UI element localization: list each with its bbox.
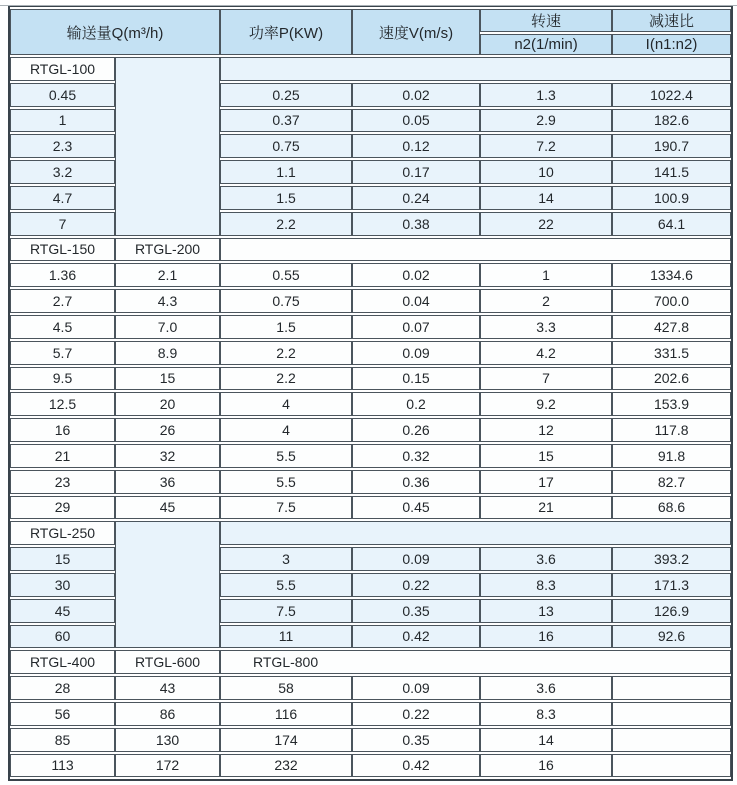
power-cell: 4	[220, 392, 352, 416]
flow-q1-cell: 1	[10, 109, 115, 133]
rotation-speed-cell: 21	[480, 496, 612, 520]
top-horizontal-rule	[0, 5, 737, 6]
reduction-ratio-cell: 1022.4	[612, 83, 731, 107]
header-reduction-ratio: 减速比	[612, 9, 731, 32]
rotation-speed-cell: 2.9	[480, 109, 612, 133]
speed-cell: 0.38	[352, 212, 480, 236]
flow-q2-cell: 43	[115, 676, 220, 700]
reduction-ratio-cell: 202.6	[612, 367, 731, 391]
rotation-speed-cell: 12	[480, 418, 612, 442]
flow-q1-cell: 56	[10, 702, 115, 726]
merged-empty-cell	[220, 57, 731, 81]
power-cell: 0.75	[220, 289, 352, 313]
reduction-ratio-cell: 68.6	[612, 496, 731, 520]
header-power: 功率P(KW)	[220, 9, 352, 55]
power-cell: 1.1	[220, 160, 352, 184]
rotation-speed-cell: 14	[480, 728, 612, 752]
speed-cell: 0.07	[352, 315, 480, 339]
speed-cell: 0.42	[352, 625, 480, 649]
reduction-ratio-cell	[612, 728, 731, 752]
section-header-row-rtgl-400-600-800	[10, 650, 731, 674]
flow-q1-cell: 23	[10, 470, 115, 494]
speed-cell: 0.32	[352, 444, 480, 468]
merged-empty-cell	[115, 57, 220, 236]
reduction-ratio-cell: 153.9	[612, 392, 731, 416]
flow-q1-cell: 0.45	[10, 83, 115, 107]
power-cell: 116	[220, 702, 352, 726]
flow-q1-cell: 2.7	[10, 289, 115, 313]
reduction-ratio-cell: 331.5	[612, 341, 731, 365]
reduction-ratio-cell: 700.0	[612, 289, 731, 313]
flow-q1-cell: 7	[10, 212, 115, 236]
reduction-ratio-cell: 100.9	[612, 186, 731, 210]
speed-cell: 0.15	[352, 367, 480, 391]
model-label-cell: RTGL-600	[115, 650, 220, 674]
reduction-ratio-cell: 190.7	[612, 134, 731, 158]
power-cell: 58	[220, 676, 352, 700]
flow-q1-cell: 5.7	[10, 341, 115, 365]
merged-empty-cell	[220, 238, 731, 262]
header-row-1	[10, 9, 731, 32]
speed-cell: 0.2	[352, 392, 480, 416]
power-cell: 5.5	[220, 444, 352, 468]
flow-q2-cell: 26	[115, 418, 220, 442]
model-label-cell: RTGL-400	[10, 650, 115, 674]
reduction-ratio-cell: 393.2	[612, 547, 731, 571]
speed-cell: 0.35	[352, 599, 480, 623]
rotation-speed-cell: 15	[480, 444, 612, 468]
model-label-cell: RTGL-250	[10, 521, 115, 545]
flow-q1-cell: 60	[10, 625, 115, 649]
rotation-speed-cell: 1.3	[480, 83, 612, 107]
flow-q2-cell: 15	[115, 367, 220, 391]
merged-empty-cell	[220, 521, 731, 545]
flow-q2-cell: 20	[115, 392, 220, 416]
power-cell: 0.75	[220, 134, 352, 158]
data-row	[10, 315, 731, 339]
reduction-ratio-cell: 117.8	[612, 418, 731, 442]
data-row	[10, 392, 731, 416]
data-row	[10, 444, 731, 468]
header-flow-rate: 输送量Q(m³/h)	[10, 9, 220, 55]
reduction-ratio-cell: 92.6	[612, 625, 731, 649]
reduction-ratio-cell	[612, 754, 731, 778]
speed-cell: 0.22	[352, 573, 480, 597]
flow-q1-cell: 15	[10, 547, 115, 571]
rotation-speed-cell: 3.6	[480, 676, 612, 700]
flow-q1-cell: 16	[10, 418, 115, 442]
speed-cell: 0.17	[352, 160, 480, 184]
rotation-speed-cell: 8.3	[480, 573, 612, 597]
speed-cell: 0.45	[352, 496, 480, 520]
data-row	[10, 676, 731, 700]
flow-q1-cell: 4.5	[10, 315, 115, 339]
reduction-ratio-cell	[612, 676, 731, 700]
power-cell: 0.37	[220, 109, 352, 133]
power-cell: 7.5	[220, 599, 352, 623]
power-cell: 1.5	[220, 315, 352, 339]
flow-q1-cell: 113	[10, 754, 115, 778]
data-row	[10, 263, 731, 287]
rotation-speed-cell: 7	[480, 367, 612, 391]
power-cell: 3	[220, 547, 352, 571]
flow-q1-cell: 3.2	[10, 160, 115, 184]
rotation-speed-cell: 16	[480, 754, 612, 778]
speed-cell: 0.26	[352, 418, 480, 442]
speed-cell: 0.42	[352, 754, 480, 778]
flow-q2-cell: 4.3	[115, 289, 220, 313]
rotation-speed-cell: 2	[480, 289, 612, 313]
section-header-row-rtgl-150-200	[10, 238, 731, 262]
rotation-speed-cell: 9.2	[480, 392, 612, 416]
speed-cell: 0.09	[352, 676, 480, 700]
data-row	[10, 470, 731, 494]
rotation-speed-cell: 1	[480, 263, 612, 287]
section-header-row-rtgl-100	[10, 57, 731, 81]
flow-q2-cell: 45	[115, 496, 220, 520]
header-reduction-ratio-unit: I(n1:n2)	[612, 34, 731, 55]
reduction-ratio-cell: 126.9	[612, 599, 731, 623]
model-label-cell-wide: RTGL-800	[220, 650, 731, 674]
power-cell: 5.5	[220, 470, 352, 494]
data-row	[10, 367, 731, 391]
rotation-speed-cell: 17	[480, 470, 612, 494]
power-cell: 0.25	[220, 83, 352, 107]
speed-cell: 0.12	[352, 134, 480, 158]
rotation-speed-cell: 22	[480, 212, 612, 236]
reduction-ratio-cell	[612, 702, 731, 726]
rotation-speed-cell: 14	[480, 186, 612, 210]
reduction-ratio-cell: 64.1	[612, 212, 731, 236]
section-header-row-rtgl-250	[10, 521, 731, 545]
power-cell: 0.55	[220, 263, 352, 287]
data-row	[10, 289, 731, 313]
flow-q1-cell: 28	[10, 676, 115, 700]
reduction-ratio-cell: 82.7	[612, 470, 731, 494]
power-cell: 1.5	[220, 186, 352, 210]
header-rotation-speed: 转速	[480, 9, 612, 32]
power-cell: 5.5	[220, 573, 352, 597]
speed-cell: 0.05	[352, 109, 480, 133]
data-row	[10, 418, 731, 442]
data-row	[10, 728, 731, 752]
speed-cell: 0.22	[352, 702, 480, 726]
reduction-ratio-cell: 182.6	[612, 109, 731, 133]
data-row	[10, 754, 731, 778]
rotation-speed-cell: 7.2	[480, 134, 612, 158]
table-body	[10, 57, 731, 777]
power-cell: 2.2	[220, 212, 352, 236]
speed-cell: 0.36	[352, 470, 480, 494]
rotation-speed-cell: 10	[480, 160, 612, 184]
reduction-ratio-cell: 141.5	[612, 160, 731, 184]
flow-q1-cell: 45	[10, 599, 115, 623]
model-label-cell: RTGL-100	[10, 57, 115, 81]
power-cell: 2.2	[220, 341, 352, 365]
flow-q2-cell: 36	[115, 470, 220, 494]
flow-q1-cell: 9.5	[10, 367, 115, 391]
speed-cell: 0.09	[352, 341, 480, 365]
rotation-speed-cell: 3.3	[480, 315, 612, 339]
rotation-speed-cell: 16	[480, 625, 612, 649]
flow-q2-cell: 8.9	[115, 341, 220, 365]
flow-q2-cell: 32	[115, 444, 220, 468]
flow-q1-cell: 30	[10, 573, 115, 597]
flow-q1-cell: 85	[10, 728, 115, 752]
data-row	[10, 341, 731, 365]
header-speed: 速度V(m/s)	[352, 9, 480, 55]
model-label-cell: RTGL-200	[115, 238, 220, 262]
power-cell: 7.5	[220, 496, 352, 520]
table-header	[10, 9, 731, 55]
reduction-ratio-cell: 1334.6	[612, 263, 731, 287]
power-cell: 4	[220, 418, 352, 442]
rotation-speed-cell: 13	[480, 599, 612, 623]
power-cell: 11	[220, 625, 352, 649]
speed-cell: 0.24	[352, 186, 480, 210]
reduction-ratio-cell: 171.3	[612, 573, 731, 597]
merged-empty-cell	[115, 521, 220, 648]
power-cell: 2.2	[220, 367, 352, 391]
data-row	[10, 496, 731, 520]
flow-q2-cell: 86	[115, 702, 220, 726]
flow-q1-cell: 2.3	[10, 134, 115, 158]
rotation-speed-cell: 3.6	[480, 547, 612, 571]
power-cell: 174	[220, 728, 352, 752]
flow-q2-cell: 2.1	[115, 263, 220, 287]
flow-q2-cell: 130	[115, 728, 220, 752]
speed-cell: 0.35	[352, 728, 480, 752]
speed-cell: 0.02	[352, 263, 480, 287]
flow-q1-cell: 21	[10, 444, 115, 468]
flow-q1-cell: 12.5	[10, 392, 115, 416]
flow-q1-cell: 29	[10, 496, 115, 520]
flow-q2-cell: 172	[115, 754, 220, 778]
data-row	[10, 702, 731, 726]
power-cell: 232	[220, 754, 352, 778]
flow-q1-cell: 1.36	[10, 263, 115, 287]
flow-q2-cell: 7.0	[115, 315, 220, 339]
header-rotation-speed-unit: n2(1/min)	[480, 34, 612, 55]
gear-pump-spec-table	[8, 5, 733, 781]
speed-cell: 0.09	[352, 547, 480, 571]
reduction-ratio-cell: 91.8	[612, 444, 731, 468]
flow-q1-cell: 4.7	[10, 186, 115, 210]
rotation-speed-cell: 4.2	[480, 341, 612, 365]
speed-cell: 0.02	[352, 83, 480, 107]
rotation-speed-cell: 8.3	[480, 702, 612, 726]
speed-cell: 0.04	[352, 289, 480, 313]
model-label-cell: RTGL-150	[10, 238, 115, 262]
reduction-ratio-cell: 427.8	[612, 315, 731, 339]
